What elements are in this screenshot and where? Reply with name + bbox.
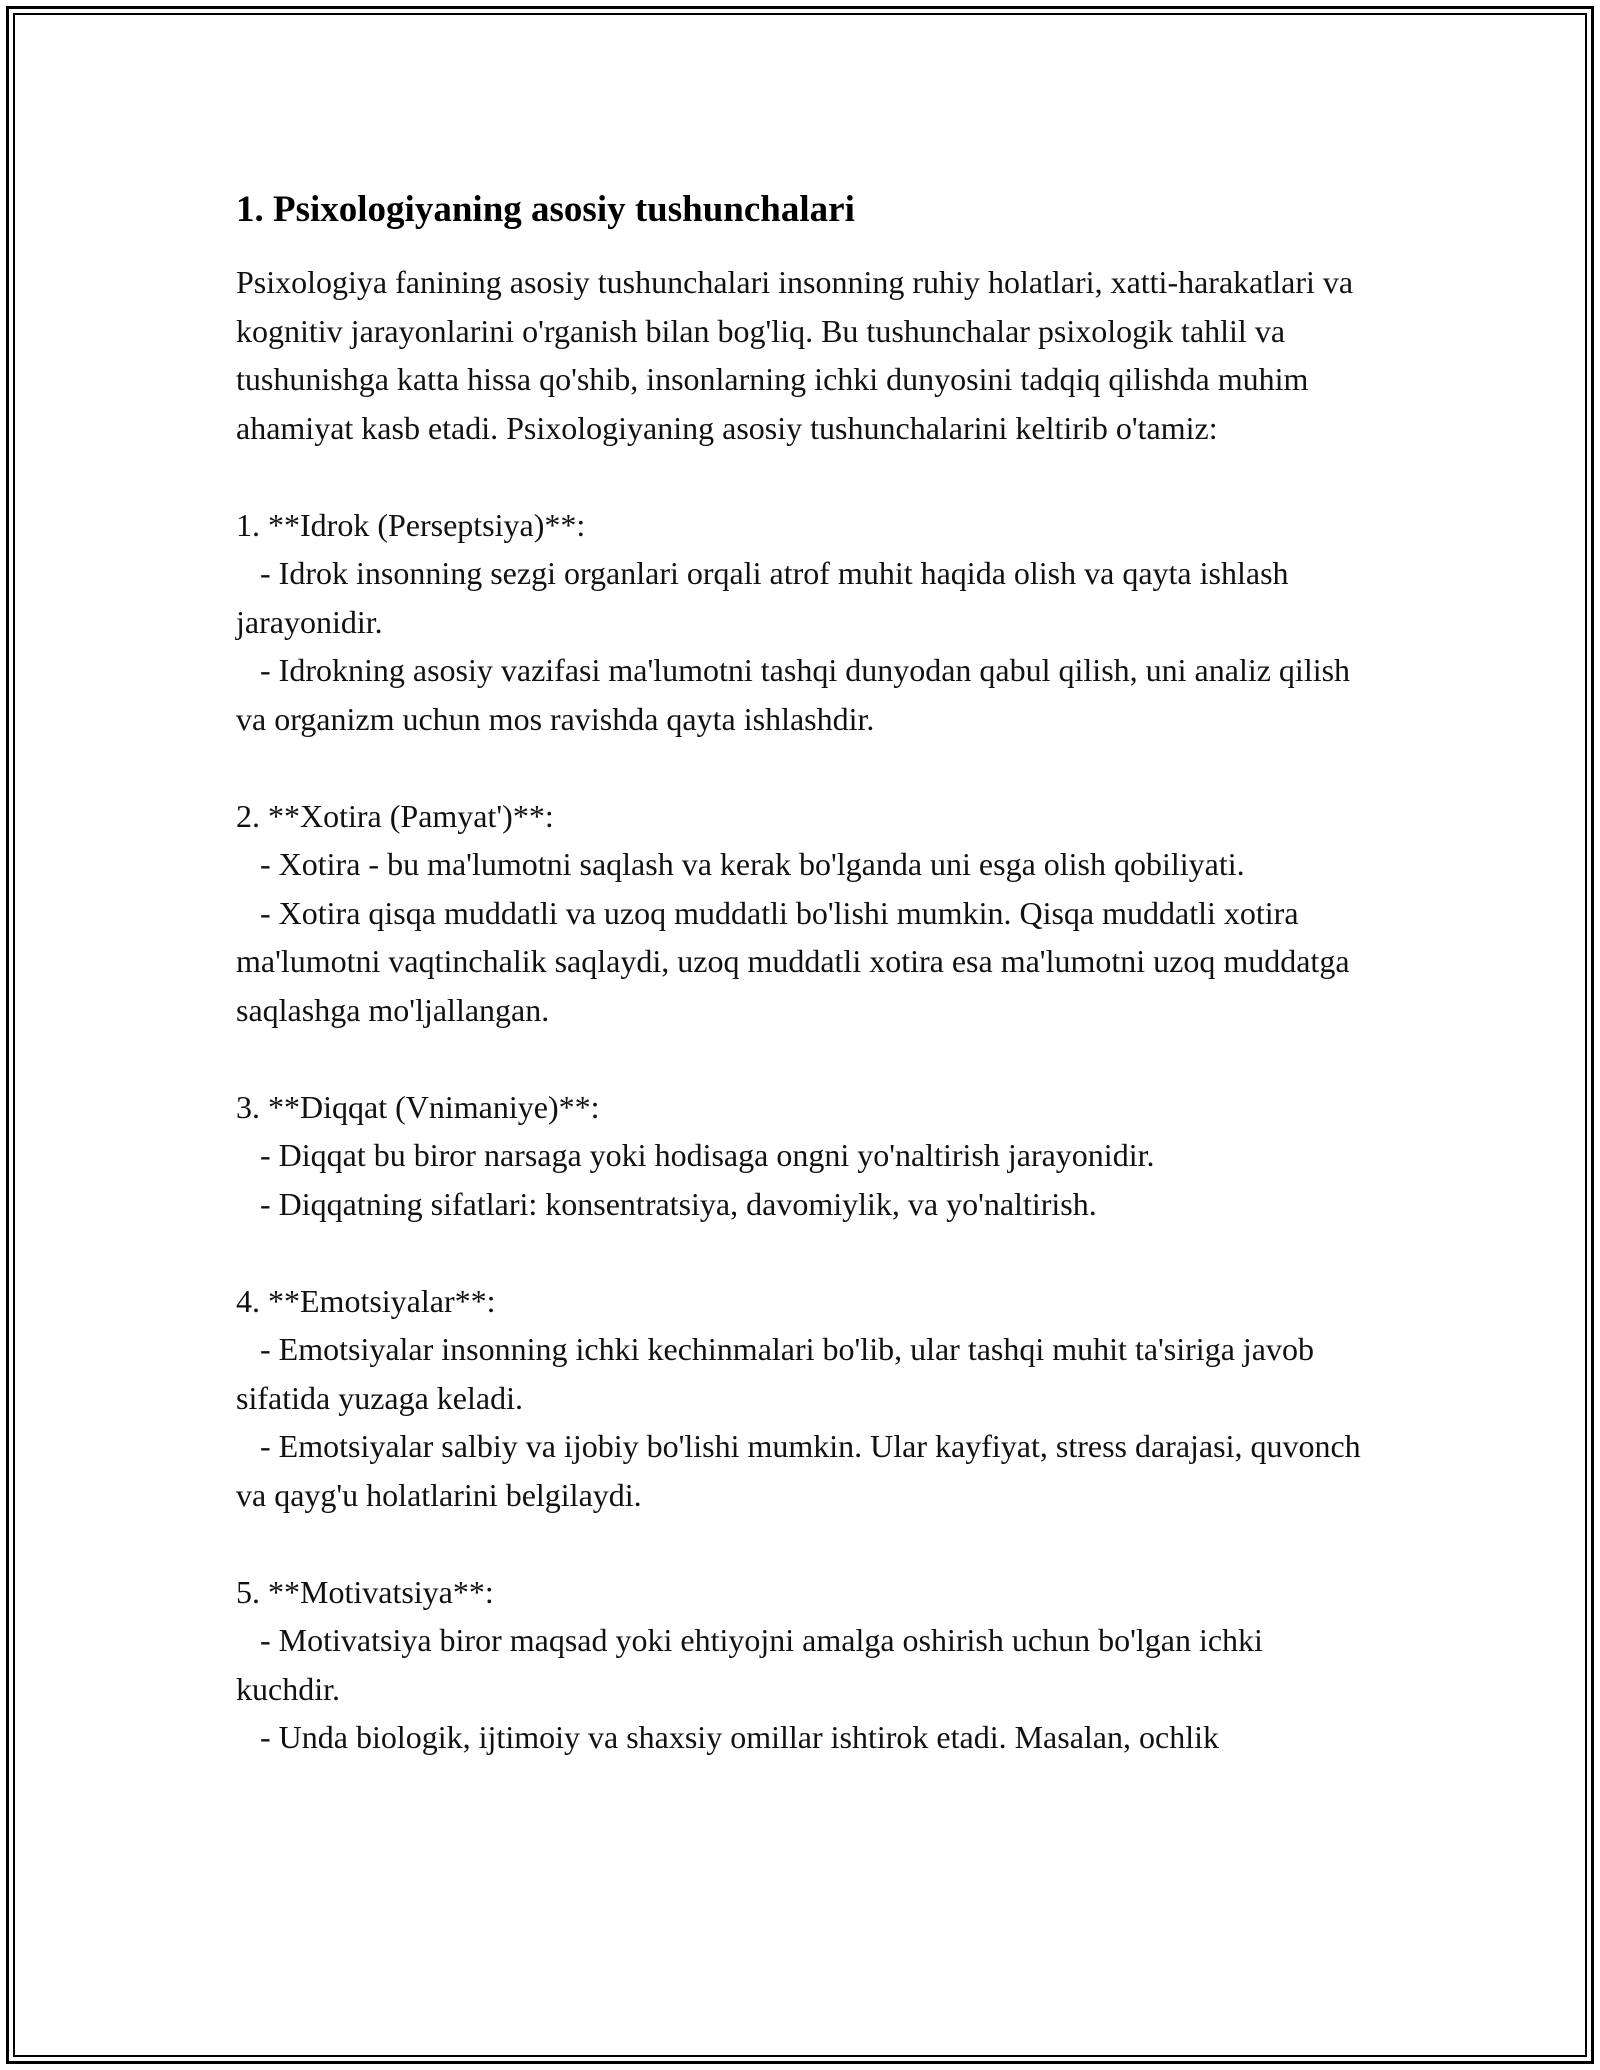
concept-point: - Xotira - bu ma'lumotni saqlash va kerak bo'lganda uni esga olish qobiliyati. bbox=[236, 846, 1245, 882]
concept-title: 2. **Xotira (Pamyat')**: bbox=[236, 797, 554, 834]
concept-point: - Diqqatning sifatlari: konsentratsiya, davomiylik, va yo'naltirish. bbox=[236, 1185, 1097, 1222]
concept-title: 3. **Diqqat (Vnimaniye)**: bbox=[236, 1088, 600, 1125]
concept-title: 4. **Emotsiyalar**: bbox=[236, 1282, 496, 1319]
concept-point: - Idrok insonning sezgi organlari orqali atrof muhit haqida olish va qayta ishlash jarayonidir. bbox=[236, 555, 1297, 640]
concept-item-xotira bbox=[236, 792, 1366, 1035]
section-heading: 1. Psixologiyaning asosiy tushunchalari bbox=[236, 189, 855, 230]
concept-point: - Emotsiyalar salbiy va ijobiy bo'lishi mumkin. Ular kayfiyat, stress darajasi, quvonch va qayg'u holatlarini belgilaydi. bbox=[236, 1428, 1369, 1513]
concept-title: 5. **Motivatsiya**: bbox=[236, 1573, 494, 1610]
concept-point: - Diqqat bu biror narsaga yoki hodisaga ongni yo'naltirish jarayonidir. bbox=[236, 1137, 1155, 1173]
concept-item-diqqat bbox=[236, 1083, 1366, 1229]
intro-paragraph: Psixologiya fanining asosiy tushunchalari insonning ruhiy holatlari, xatti-harakatlari va kognitiv jarayonlarini o'rganish bilan bog'liq. Bu tushunchalar psixologik tahlil va tushunishga katta hissa qo'shib, insonlarning ichki dunyosini tadqiq qilishda muhim ahamiyat kasb etadi. Psixologiyaning asosiy tushunchalarini keltirib o'tamiz: bbox=[236, 264, 1362, 446]
concept-item-emotsiyalar bbox=[236, 1277, 1369, 1520]
blank-line bbox=[236, 1519, 1366, 1568]
concept-point: - Motivatsiya biror maqsad yoki ehtiyojni amalga oshirish uchun bo'lgan ichki kuchdir. bbox=[236, 1622, 1271, 1707]
concept-point: - Emotsiyalar insonning ichki kechinmalari bo'lib, ular tashqi muhit ta'siriga javob sifatida yuzaga keladi. bbox=[236, 1331, 1322, 1416]
blank-line bbox=[236, 1034, 1366, 1083]
blank-line bbox=[236, 1228, 1366, 1277]
concept-point: - Idrokning asosiy vazifasi ma'lumotni tashqi dunyodan qabul qilish, uni analiz qilish va organizm uchun mos ravishda qayta ishlashdir. bbox=[236, 652, 1359, 737]
blank-line bbox=[236, 743, 1366, 792]
concept-item-motivatsiya bbox=[236, 1568, 1366, 1762]
document-body bbox=[236, 186, 1369, 1762]
concept-item-idrok bbox=[236, 501, 1366, 744]
concept-point: - Unda biologik, ijtimoiy va shaxsiy omillar ishtirok etadi. Masalan, ochlik bbox=[236, 1719, 1219, 1755]
concept-point: - Xotira qisqa muddatli va uzoq muddatli bo'lishi mumkin. Qisqa muddatli xotira ma'lumotni vaqtinchalik saqlaydi, uzoq muddatli xotira esa ma'lumotni uzoq muddatga saqlashga mo'ljallangan. bbox=[236, 894, 1358, 1028]
blank-line bbox=[236, 452, 1366, 501]
concept-title: 1. **Idrok (Perseptsiya)**: bbox=[236, 506, 586, 543]
